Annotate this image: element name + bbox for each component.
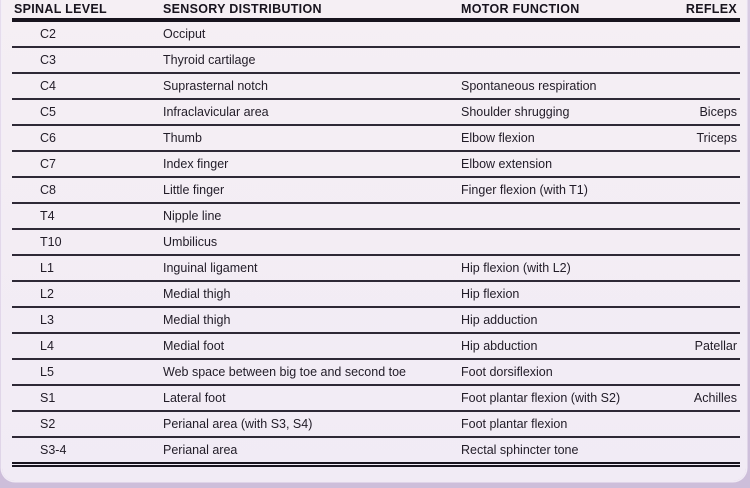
cell-motor-function: Hip flexion [458,281,666,307]
cell-motor-function: Spontaneous respiration [458,73,666,99]
cell-reflex: Achilles [666,385,740,411]
cell-motor-function: Shoulder shrugging [458,99,666,125]
cell-motor-function: Elbow flexion [458,125,666,151]
cell-motor-function: Rectal sphincter tone [461,443,579,457]
table-row [12,99,740,125]
table-row [12,229,740,255]
cell-motor-function: Foot plantar flexion (with S2) [458,385,666,411]
cell-reflex [666,73,740,99]
cell-sensory-distribution: Index finger [160,151,458,177]
table-row [12,411,740,437]
cell-motor-function: Hip flexion (with L2) [458,255,666,281]
cell-motor-function: Foot plantar flexion [458,411,666,437]
cell-sensory-distribution: Perianal area (with S3, S4) [160,411,458,437]
table-row [12,437,740,462]
cell-motor-function: Elbow extension [458,151,666,177]
cell-spinal-level: L1 [12,255,160,281]
cell-spinal-level: C7 [12,151,160,177]
cell-sensory-distribution: Perianal area [163,443,238,457]
table-bottom-double-rule [12,462,740,467]
cell-spinal-level: C6 [12,125,160,151]
cell-sensory-distribution: Thyroid cartilage [160,47,458,73]
cell-motor-function [458,47,666,73]
table-row [12,177,740,203]
cell-motor-function [458,203,666,229]
table-row [12,307,740,333]
cell-reflex [666,47,740,73]
table-row [12,333,740,359]
table-row [12,125,740,151]
table-row [12,203,740,229]
cell-reflex [666,229,740,255]
cell-sensory-distribution: Thumb [160,125,458,151]
cell-reflex [666,203,740,229]
spinal-levels-table-card [2,0,746,481]
column-header-sensory-distribution: SENSORY DISTRIBUTION [160,0,458,20]
cell-motor-function [458,229,666,255]
cell-spinal-level: T4 [12,203,160,229]
cell-reflex [666,359,740,385]
cell-sensory-distribution: Inguinal ligament [160,255,458,281]
table-row [12,151,740,177]
cell-reflex: Biceps [666,99,740,125]
cell-spinal-level: C8 [12,177,160,203]
cell-spinal-level: C3 [12,47,160,73]
table-header-row [12,0,740,20]
cell-sensory-distribution: Medial thigh [160,281,458,307]
table-body [12,20,740,462]
column-header-spinal-level: SPINAL LEVEL [12,0,160,20]
cell-sensory-distribution: Umbilicus [160,229,458,255]
table-row [12,255,740,281]
table-row [12,281,740,307]
spinal-levels-table [12,0,740,462]
cell-sensory-distribution: Occiput [160,20,458,47]
cell-spinal-level: C5 [12,99,160,125]
cell-reflex: Patellar [666,333,740,359]
cell-sensory-distribution: Little finger [160,177,458,203]
cell-reflex [666,411,740,437]
cell-sensory-distribution: Web space between big toe and second toe [160,359,458,385]
cell-reflex [666,307,740,333]
cell-spinal-level: L3 [12,307,160,333]
column-header-motor-function: MOTOR FUNCTION [458,0,666,20]
cell-motor-function: Hip abduction [458,333,666,359]
cell-motor-function: Foot dorsiflexion [458,359,666,385]
cell-spinal-level: T10 [12,229,160,255]
cell-motor-function [458,20,666,47]
table-row [12,73,740,99]
column-header-reflex: REFLEX [666,0,740,20]
table-row [12,385,740,411]
cell-sensory-distribution: Nipple line [160,203,458,229]
cell-sensory-distribution: Lateral foot [160,385,458,411]
cell-spinal-level: L2 [12,281,160,307]
cell-reflex [666,437,740,462]
cell-reflex [666,151,740,177]
cell-reflex [666,177,740,203]
cell-sensory-distribution: Medial foot [160,333,458,359]
cell-reflex [666,281,740,307]
cell-sensory-distribution: Medial thigh [160,307,458,333]
cell-spinal-level: S1 [12,385,160,411]
cell-reflex [666,255,740,281]
cell-spinal-level: L4 [12,333,160,359]
cell-spinal-level: L5 [12,359,160,385]
cell-spinal-level: C2 [12,20,160,47]
cell-spinal-level: C4 [12,73,160,99]
cell-sensory-distribution: Suprasternal notch [160,73,458,99]
table-row [12,20,740,47]
cell-motor-function: Hip adduction [458,307,666,333]
table-row [12,359,740,385]
cell-sensory-distribution: Infraclavicular area [160,99,458,125]
cell-reflex [666,20,740,47]
cell-spinal-level: S3-4 [40,443,67,457]
table-row [12,47,740,73]
cell-spinal-level: S2 [12,411,160,437]
cell-motor-function: Finger flexion (with T1) [458,177,666,203]
cell-reflex: Triceps [666,125,740,151]
